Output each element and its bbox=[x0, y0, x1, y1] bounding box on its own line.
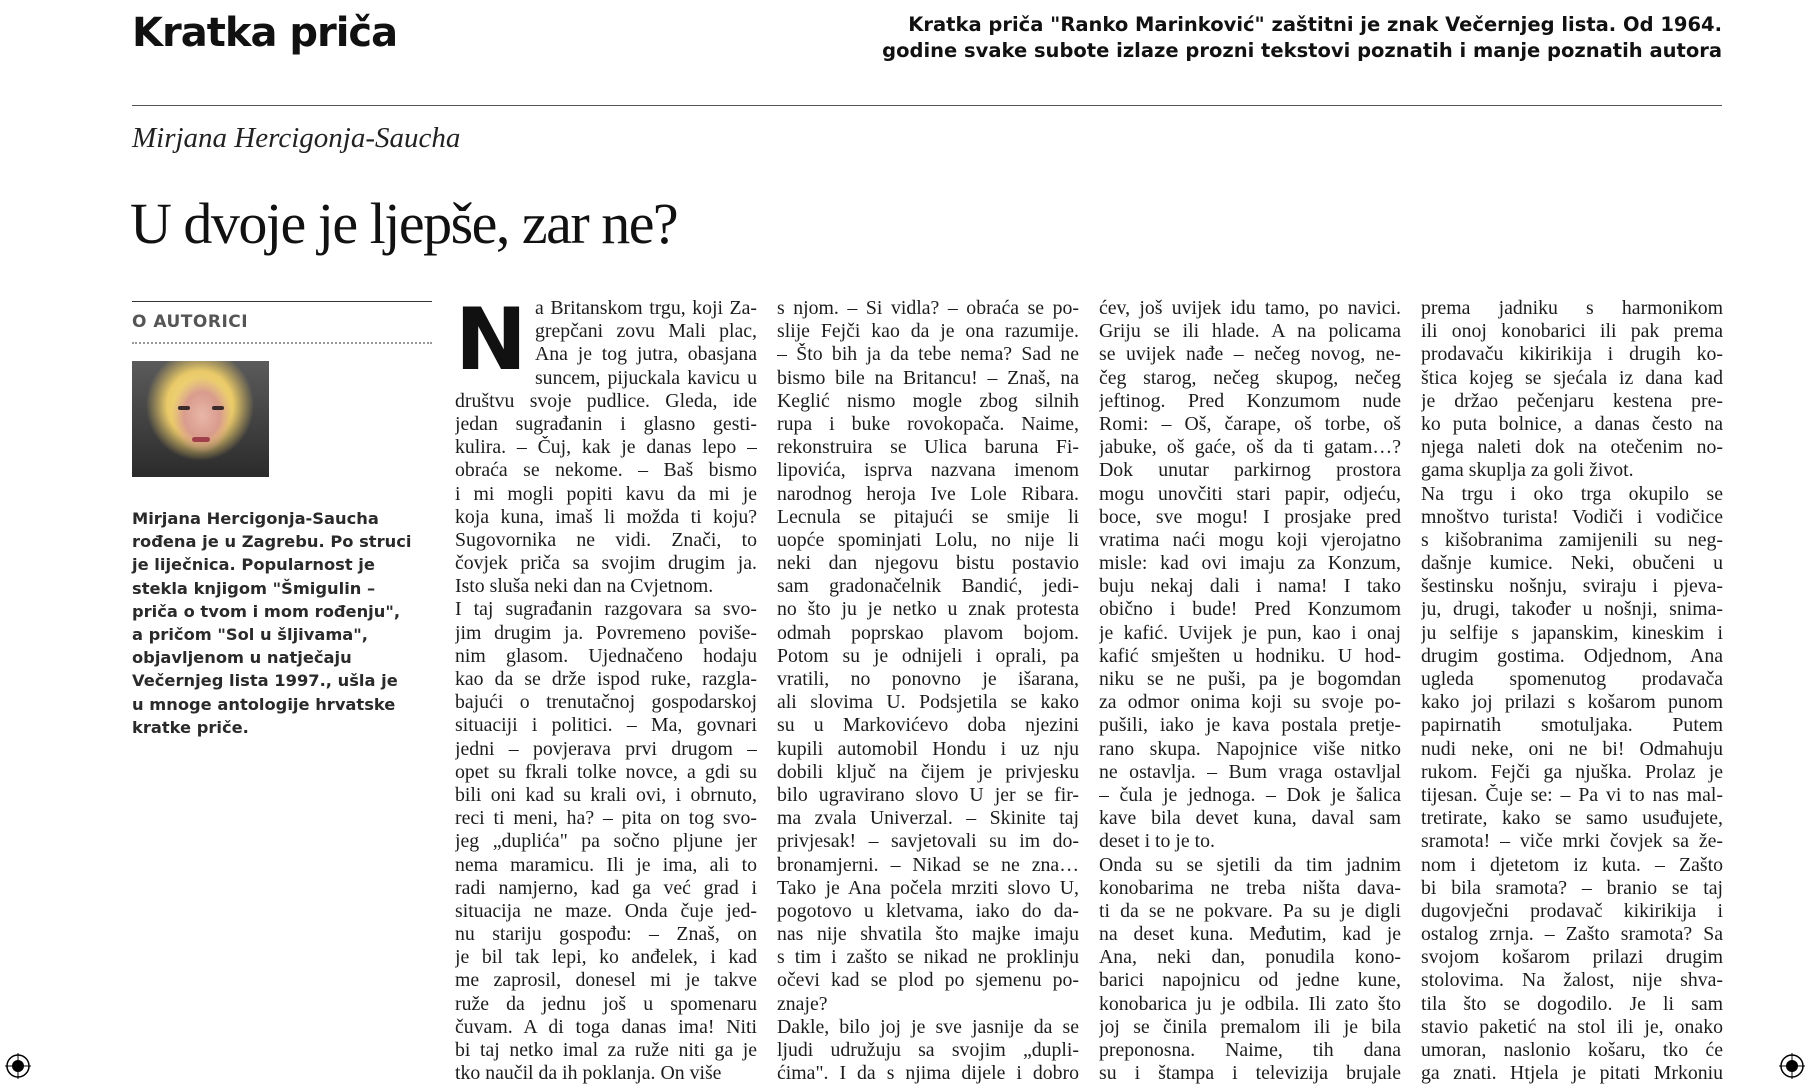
text-line: bilo ugravirano slovo U jer se fir- bbox=[777, 783, 1079, 806]
text-line: bi bila sramota? – branio se taj bbox=[1421, 876, 1723, 899]
text-line: preponosna. Naime, tih dana bbox=[1099, 1039, 1401, 1061]
text-line: radi namjerno, kad ga već grad i bbox=[455, 876, 757, 899]
text-line: lipovića, isprva nazvana imenom bbox=[777, 459, 1079, 482]
series-info-line1: Kratka priča "Ranko Marinković" zaštitni je znak Večernjeg lista. Od 1964. bbox=[908, 13, 1722, 36]
text-line: no što ju je netko u znak protesta bbox=[777, 598, 1079, 621]
text-line: očevi kad se plod po sjemenu po- bbox=[777, 969, 1079, 992]
text-line: društvu svoje pudlice. Gleda, ide bbox=[455, 389, 757, 412]
text-line: dobili ključ na čijem je privjesku bbox=[777, 760, 1079, 783]
text-line: jim drugim ja. Povremeno poviše- bbox=[455, 621, 757, 644]
portrait-eye bbox=[212, 406, 224, 410]
text-line: I taj sugrađanin razgovara sa svo- bbox=[455, 598, 757, 621]
text-line: drugim gostima. Odjednom, Ana bbox=[1421, 644, 1723, 667]
text-line: konobarima ne treba ništa dava- bbox=[1099, 876, 1401, 899]
text-line: nudi neke, oni ne bi! Odmahuju bbox=[1421, 737, 1723, 760]
text-line: kako joj prilazi s košarom punom bbox=[1421, 691, 1723, 714]
article-column-2 bbox=[777, 297, 1079, 1085]
text-line: a Britanskom trgu, koji Za- bbox=[534, 297, 757, 319]
text-line: niku se ne puši, pa je bogomdan bbox=[1099, 668, 1401, 690]
section-title: Kratka priča bbox=[132, 10, 398, 56]
column-text bbox=[455, 390, 757, 1085]
text-line: opet su fkrali tolke novce, a gdi su bbox=[455, 760, 757, 783]
text-line: obraća se nekome. – Baš bismo bbox=[455, 459, 757, 482]
text-line: narodnog heroja Ive Lole Ribara. bbox=[777, 482, 1079, 505]
text-line: bi taj netko imal za ruže niti ga je bbox=[455, 1039, 757, 1061]
text-line: jedni – povjerava prvi drugom – bbox=[455, 737, 757, 760]
text-line: Griju se ili hlade. A na policama bbox=[1099, 320, 1401, 343]
text-line: prodavaču kikirikija i drugih ko- bbox=[1421, 343, 1723, 366]
text-line: bili oni kad su krali ovi, i obrnuto, bbox=[455, 783, 757, 806]
text-line: ju, drugi, također u nošnji, snima- bbox=[1421, 598, 1723, 621]
text-line: Na trgu i oko trga okupilo se bbox=[1421, 482, 1723, 505]
text-line: situacija ne maze. Onda čuje jed- bbox=[455, 899, 757, 922]
text-line: ruže da jednu još u spomenaru bbox=[455, 992, 757, 1015]
text-line: stolovima. Na žalost, nije shva- bbox=[1421, 969, 1723, 992]
text-line: ćev, još uvijek idu tamo, po navici. bbox=[1099, 297, 1401, 319]
text-line: je bil tak lepi, ko anđelek, i kad bbox=[455, 946, 757, 969]
text-line: prema jadniku s harmonikom bbox=[1421, 297, 1723, 319]
text-line: koja kuna, imaš li možda ti koju? bbox=[455, 505, 757, 528]
author-bio: Mirjana Hercigonja-Saucha rođena je u Zagrebu. Po struci je liječnica. Popularnost je stekla knjigom "Šmigulin – priča o tvom i mom rođenju", a pričom "Sol u šljivama", objavljenom u natječaju Večernjeg lista 1997., ušla je u mnoge antologije hrvatske kratke priče. bbox=[132, 509, 412, 737]
text-line: vratili, no ponovno je išarana, bbox=[777, 668, 1079, 690]
text-line: reci ti meni, ha? – pita on tog svo- bbox=[455, 807, 757, 830]
text-line: na deset kuna. Međutim, kad je bbox=[1099, 923, 1401, 946]
article-title: U dvoje je ljepše, zar ne? bbox=[130, 191, 678, 256]
text-line: kave bila devet kuna, daval sam bbox=[1099, 807, 1401, 830]
sidebar-title: O AUTORICI bbox=[132, 312, 249, 332]
text-line: rekonstruira se Ulica baruna Fi- bbox=[777, 436, 1079, 459]
article-author: Mirjana Hercigonja-Saucha bbox=[132, 122, 461, 154]
text-line: ju selfije s japanskim, kineskim i bbox=[1421, 621, 1723, 644]
text-line: sramota! – viče mrki čovjek sa že- bbox=[1421, 830, 1723, 853]
author-portrait bbox=[132, 361, 269, 477]
text-line: šestinsku nošnju, sviraju i pjeva- bbox=[1421, 575, 1723, 598]
text-line: kulira. – Čuj, kak je danas lepo – bbox=[455, 436, 757, 459]
text-line: grepčani zovu Mali plac, bbox=[534, 320, 757, 343]
text-line: slije Fejči kao da je ona razumije. bbox=[777, 320, 1079, 343]
text-line: Dakle, bilo joj je sve jasnije da se bbox=[777, 1015, 1079, 1038]
text-line: Onda su se sjetili da tim jadnim bbox=[1099, 853, 1401, 876]
text-line: ma zvala Univerzal. – Skinite taj bbox=[777, 807, 1079, 830]
text-line: mogu unovčiti stari papir, odjeću, bbox=[1099, 482, 1401, 505]
text-line: gama skuplja za goli život. bbox=[1421, 459, 1634, 482]
text-line: – čula je jednoga. – Dok je šalica bbox=[1099, 783, 1401, 806]
text-line: tko naučil da ih poklanja. On više bbox=[455, 1062, 722, 1085]
drop-cap: N bbox=[455, 290, 527, 390]
text-line: s tim i zašto se nikad ne proklinju bbox=[777, 946, 1079, 969]
text-line: sam gradonačelnik Bandić, jedi- bbox=[777, 575, 1079, 598]
text-line: tretirate, kako se samo usuđujete, bbox=[1421, 807, 1723, 830]
text-line: situaciji i politici. – Ma, govnari bbox=[455, 714, 757, 737]
text-line: i mi mogli popiti kavu da mi je bbox=[455, 482, 757, 505]
text-line: konobarica ju je odbila. Ili zato što bbox=[1099, 992, 1401, 1015]
text-line: kafić smješten u hodniku. U hod- bbox=[1099, 644, 1401, 667]
text-line: tijesan. Čuje se: – Pa vi to nas mal- bbox=[1421, 783, 1723, 806]
text-line: nim glasom. Ujednačeno hodaju bbox=[455, 644, 757, 667]
text-line: uopće spominjati Lolu, no nije li bbox=[777, 528, 1079, 551]
text-line: nu stariju gospođu: – Znaš, on bbox=[455, 923, 757, 946]
text-line: njega naleti dok na otečenim no- bbox=[1421, 436, 1723, 459]
text-line: ali slovima U. Podsjetila se kako bbox=[777, 691, 1079, 714]
text-line: bismo bile na Britancu! – Znaš, na bbox=[777, 366, 1079, 389]
text-line: rano skupa. Napojnice više nitko bbox=[1099, 737, 1401, 760]
series-info bbox=[862, 12, 1722, 64]
text-line: kupili automobil Hondu i uz nju bbox=[777, 737, 1079, 760]
portrait-eye bbox=[178, 406, 190, 410]
header-divider bbox=[132, 105, 1722, 106]
article-column-3 bbox=[1099, 297, 1401, 1085]
text-line: papirnatih smotuljaka. Putem bbox=[1421, 714, 1723, 737]
text-line: jeg „duplića" pa sočno pljune jer bbox=[455, 830, 757, 853]
text-line: bajući o trenutačnoj gospodarskoj bbox=[455, 691, 757, 714]
text-line: me zaprosil, donesel mi je takve bbox=[455, 969, 757, 992]
text-line: pušili, iako je kava postala pretje- bbox=[1099, 714, 1401, 737]
text-line: mnoštvo turista! Vodiči i vodičice bbox=[1421, 505, 1723, 528]
text-line: s kišobranima zamijenili su neg- bbox=[1421, 528, 1723, 551]
text-line: Keglić nismo mogle zbog silnih bbox=[777, 389, 1079, 412]
text-line: nas nije shvatila što majke imaju bbox=[777, 923, 1079, 946]
text-line: obično i bude! Pred Konzumom bbox=[1099, 598, 1401, 621]
text-line: rupa i buke rovokopača. Naime, bbox=[777, 412, 1079, 435]
text-line: znaje? bbox=[777, 992, 828, 1015]
text-line: čovjek priča sa svojim drugim ja. bbox=[455, 552, 757, 575]
text-line: Ana, neki dan, ponudila kono- bbox=[1099, 946, 1401, 969]
text-line: pogotovo u kletvama, iako do da- bbox=[777, 899, 1079, 922]
text-line: joj se činila premalom ili je bila bbox=[1099, 1015, 1401, 1038]
registration-mark-icon bbox=[1779, 1053, 1805, 1079]
text-line: za odmor onima koji su svoje po- bbox=[1099, 691, 1401, 714]
text-line: su u Markovićevo doba njezini bbox=[777, 714, 1079, 737]
text-line: odmah poprskao plavom bojom. bbox=[777, 621, 1079, 644]
text-line: ostalog zrnja. – Zašto sramota? Sa bbox=[1421, 923, 1723, 946]
text-line: je držao pečenjaru kestena pre- bbox=[1421, 389, 1723, 412]
text-line: Sugovornika ne vidi. Znači, to bbox=[455, 528, 757, 551]
portrait-mouth bbox=[192, 437, 210, 442]
text-line: kao da se drže ispod ruke, razgla- bbox=[455, 668, 757, 690]
text-line: – Što bih ja da tebe nema? Sad ne bbox=[777, 343, 1079, 366]
text-line: štica kojeg se sjećala iz dana kad bbox=[1421, 366, 1723, 389]
text-line: su i štampa i televizija brujale bbox=[1099, 1062, 1401, 1085]
text-line: jabuke, oš gaće, oš da ti gatam…? bbox=[1099, 436, 1401, 459]
text-line: vratima naći mogu koji vjerojatno bbox=[1099, 528, 1401, 551]
text-line: s njom. – Si vidla? – obraća se po- bbox=[777, 297, 1079, 319]
text-line: umoran, naslonio košaru, tko će bbox=[1421, 1039, 1723, 1061]
text-line: čeg starog, nečeg skupog, nečeg bbox=[1099, 366, 1401, 389]
text-line: rukom. Fejči ga njuška. Prolaz je bbox=[1421, 760, 1723, 783]
text-line: boce, sve mogu! I prosjake pred bbox=[1099, 505, 1401, 528]
text-line: svojom košarom prilazi drugim bbox=[1421, 946, 1723, 969]
text-line: ga znati. Htjela je pitati Mrkoniu bbox=[1421, 1062, 1723, 1085]
text-line: Isto sluša neki dan na Cvjetnom. bbox=[455, 575, 714, 598]
text-line: Lecnula se pitajući se smije li bbox=[777, 505, 1079, 528]
text-line: suncem, pijuckala kavicu u bbox=[534, 366, 757, 389]
text-line: ćima". I da s njima dijele i dobro bbox=[777, 1062, 1079, 1085]
text-line: Ana je tog jutra, obasjana bbox=[534, 343, 757, 366]
text-line: deset i to je to. bbox=[1099, 830, 1215, 853]
sidebar-dotted-divider bbox=[132, 342, 432, 344]
text-line: ti da se ne pokvare. Pa su je digli bbox=[1099, 899, 1401, 922]
text-line: nom i djetetom iz kuta. – Zašto bbox=[1421, 853, 1723, 876]
text-line: dašnje kumice. Neki, obučeni u bbox=[1421, 552, 1723, 575]
article-column-4 bbox=[1421, 297, 1723, 1085]
text-line: buju nekaj dali i nama! I tako bbox=[1099, 575, 1401, 598]
text-line: Romi: – Oš, čarape, oš torbe, oš bbox=[1099, 412, 1401, 435]
text-line: jedan sugrađanin i glasno gesti- bbox=[455, 412, 757, 435]
text-line: Dok unutar parkirnog prostora bbox=[1099, 459, 1401, 482]
text-line: privjesak! – savjetovali su im do- bbox=[777, 830, 1079, 853]
sidebar-divider bbox=[132, 301, 432, 302]
text-line: Potom su je odnijeli i oprali, pa bbox=[777, 644, 1079, 667]
registration-mark-icon bbox=[5, 1053, 31, 1079]
text-line: stavio paketić na stol ili je, onako bbox=[1421, 1015, 1723, 1038]
text-line: bronamjerni. – Nikad se ne zna… bbox=[777, 853, 1079, 876]
text-line: misle: kad ovi imaju za Konzum, bbox=[1099, 552, 1401, 575]
text-line: ili onoj konobarici ili pak prema bbox=[1421, 320, 1723, 343]
text-line: ljudi udružuju sa svojim „dupli- bbox=[777, 1039, 1079, 1061]
series-info-line2: godine svake subote izlaze prozni tekstovi poznatih i manje poznatih autora bbox=[882, 39, 1722, 62]
text-line: barici napojnicu od jedne kune, bbox=[1099, 969, 1401, 992]
text-line: dugovječni prodavač kikirikija i bbox=[1421, 899, 1723, 922]
author-sidebar bbox=[132, 301, 432, 739]
text-line: jeftinog. Pred Konzumom nude bbox=[1099, 389, 1401, 412]
text-line: nema maramicu. Ili je ima, ali to bbox=[455, 853, 757, 876]
text-line: je kafić. Uvijek je pun, kao i onaj bbox=[1099, 621, 1401, 644]
article-column-1 bbox=[455, 290, 757, 1085]
text-line: tila što se dogodilo. Je li sam bbox=[1421, 992, 1723, 1015]
text-line: ko puta bolnice, a danas često na bbox=[1421, 412, 1723, 435]
text-line: ne ostavlja. – Bum vraga ostavljal bbox=[1099, 760, 1401, 783]
text-line: neki dan njegovu bistu postavio bbox=[777, 552, 1079, 575]
text-line: Tako je Ana počela mrziti slovo U, bbox=[777, 876, 1079, 899]
text-line: ugleda spomenutog prodavača bbox=[1421, 668, 1723, 690]
text-line: čuvam. A di toga danas ima! Niti bbox=[455, 1015, 757, 1038]
text-line: se uvijek nađe – nečeg novog, ne- bbox=[1099, 343, 1401, 366]
